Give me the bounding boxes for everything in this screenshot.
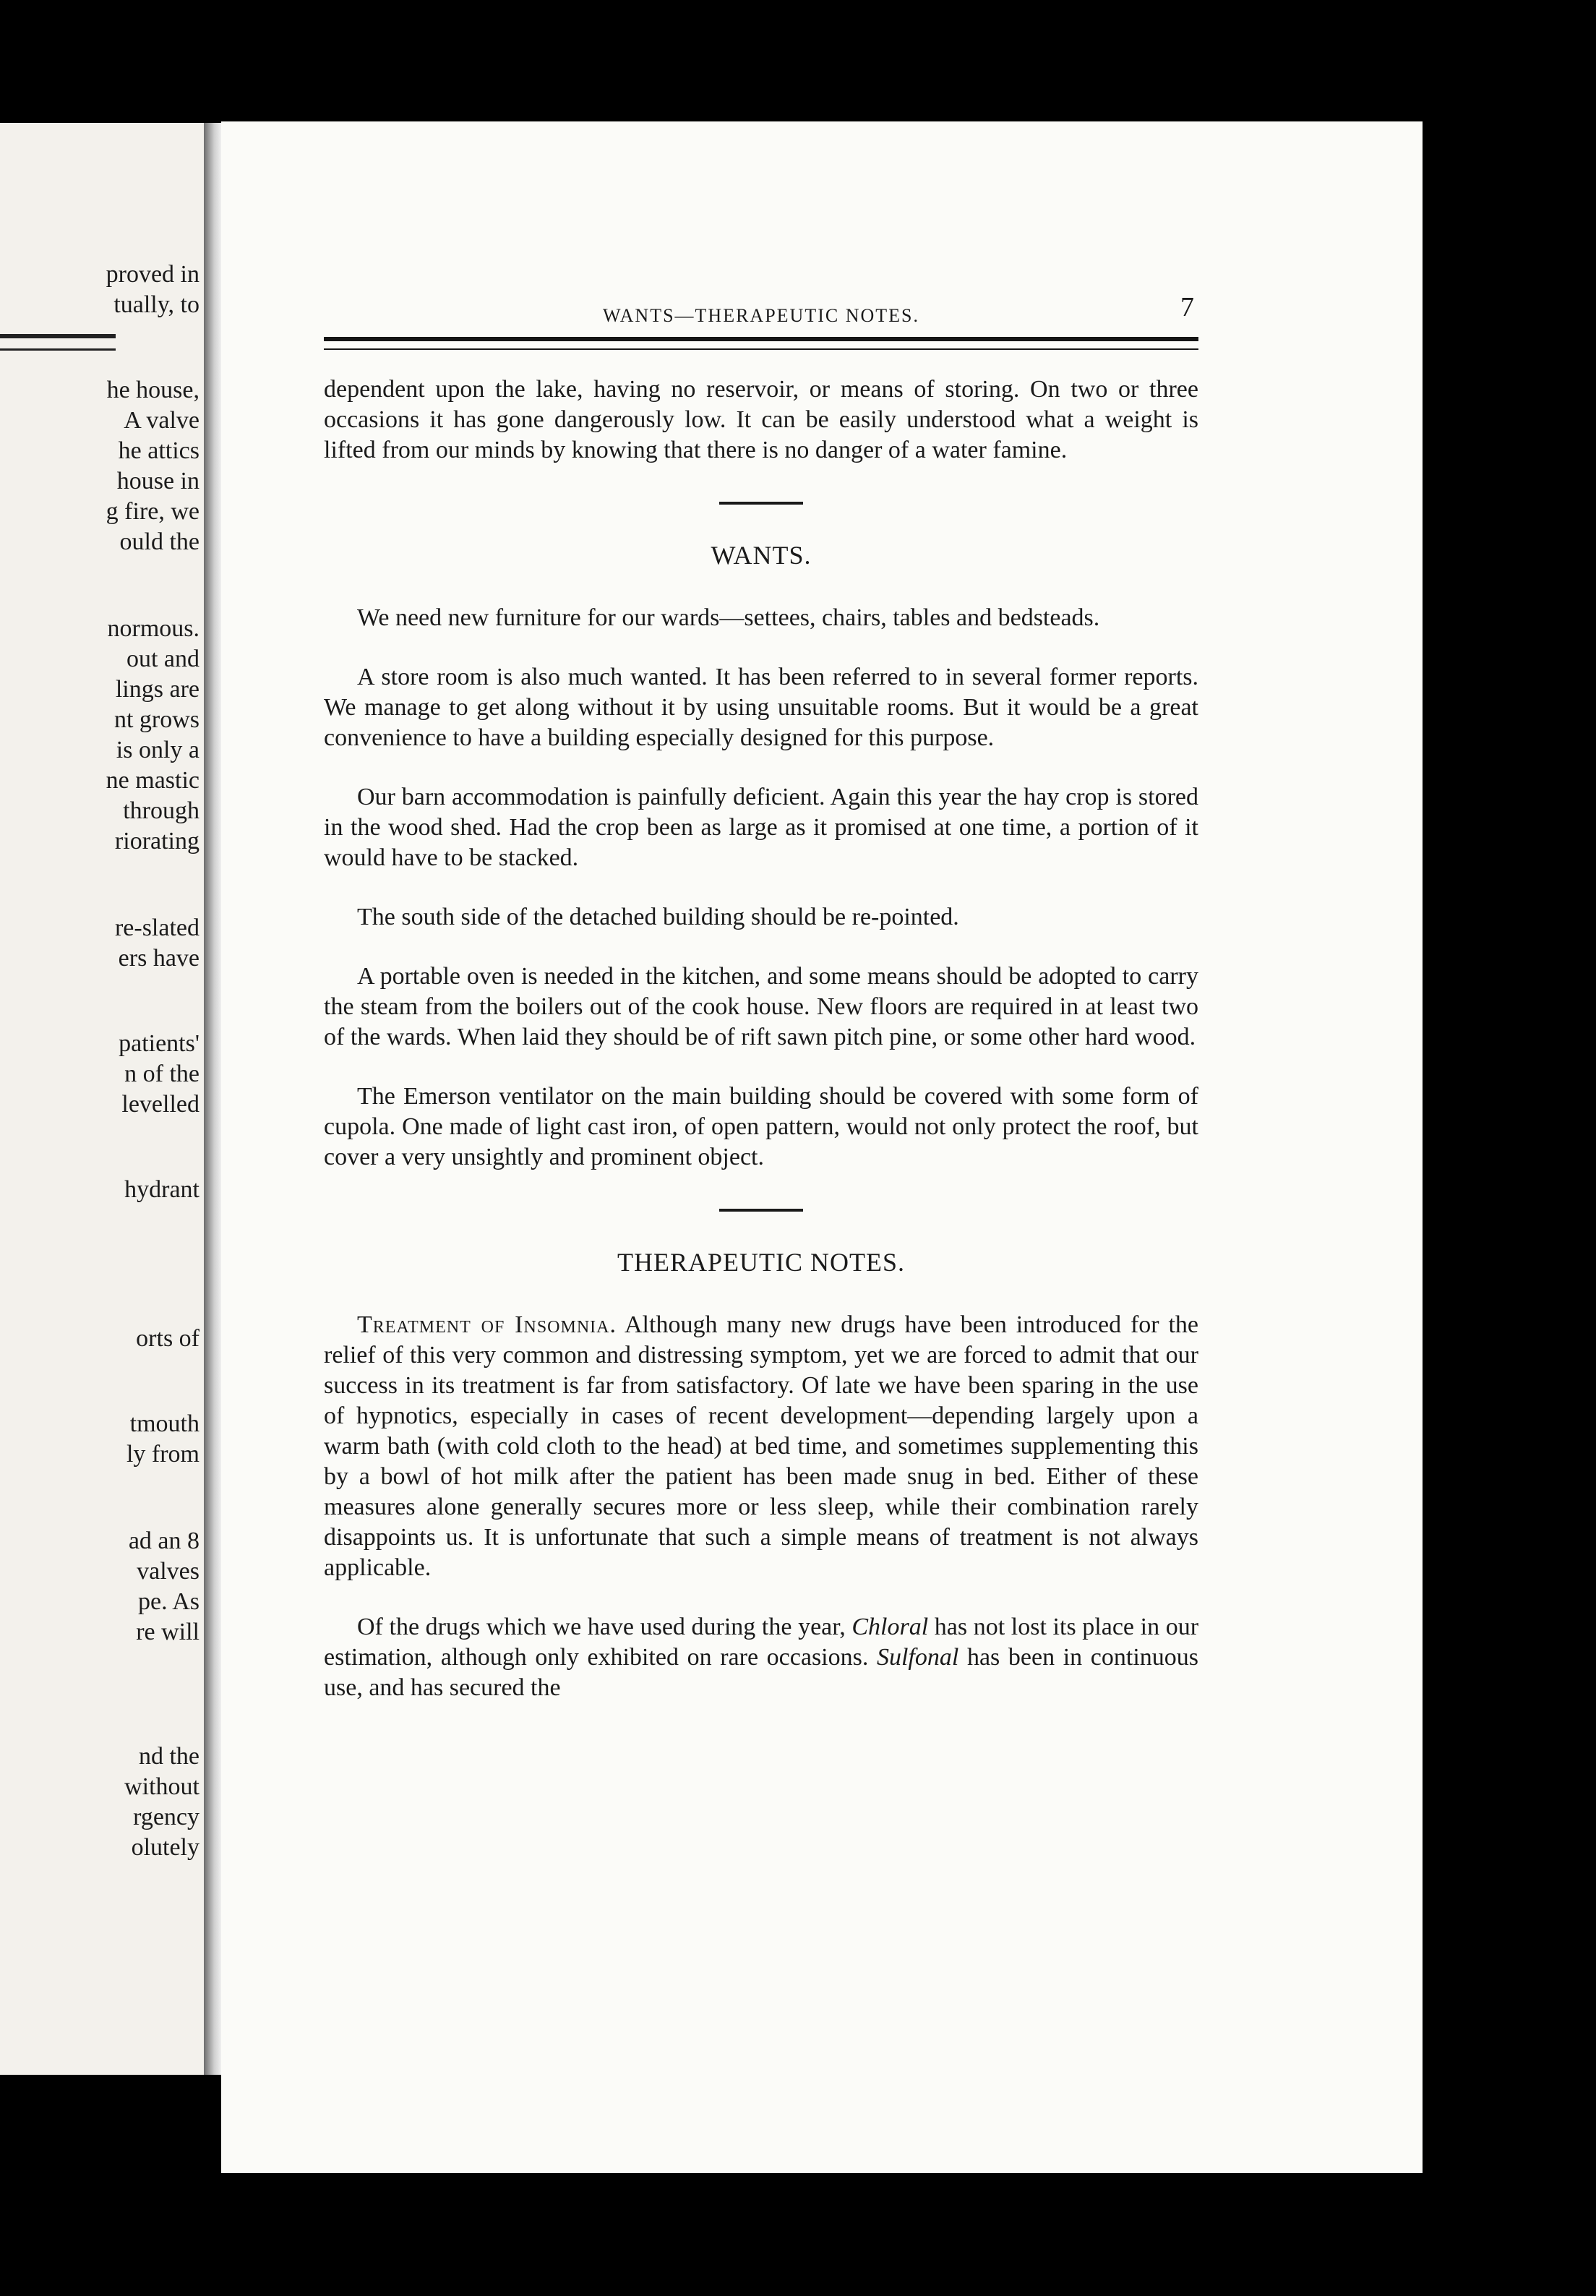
intro-paragraph: dependent upon the lake, having no reservoir, or means of storing. On two or three occasions it has gone dangerously low. It can be easily understood what a weight is lifted from our minds by knowing that there is no danger of a water famine.	[324, 376, 1198, 463]
facing-page-line: nt grows	[113, 706, 200, 733]
wants-paragraph-6: The Emerson ventilator on the main building should be covered with some form of cupola. One made of light cast iron, of open pattern, would not only protect the roof, but cover a very unsightly and prominent object.	[324, 1083, 1198, 1170]
facing-page-line: house in	[116, 468, 200, 494]
running-title: WANTS—THERAPEUTIC NOTES.	[603, 305, 919, 326]
facing-page-line: g fire, we	[106, 498, 200, 525]
facing-page-line: orts of	[136, 1325, 200, 1352]
insomnia-paragraph	[324, 1310, 1198, 1583]
wants-heading: WANTS.	[711, 541, 812, 570]
facing-page-line: n of the	[124, 1061, 200, 1087]
facing-page-line: ould the	[119, 528, 200, 555]
drugs-text-2: has not lost its place in our estimation, although only exhibited on rare occasions.	[324, 1614, 1199, 1671]
facing-page-line: riorating	[114, 828, 200, 854]
facing-page-line: proved in	[106, 261, 200, 288]
therapeutic-heading: THERAPEUTIC NOTES.	[617, 1248, 905, 1277]
facing-page-line: is only a	[116, 737, 200, 763]
drugs-paragraph	[324, 1612, 1198, 1703]
facing-page-line: re will	[136, 1619, 200, 1645]
section-divider	[719, 502, 803, 505]
wants-paragraph-4: The south side of the detached building should be re-pointed.	[357, 904, 959, 930]
facing-page-line: levelled	[121, 1091, 200, 1118]
facing-page-line: through	[123, 797, 200, 824]
facing-page	[0, 123, 204, 2075]
facing-page-line: normous.	[107, 615, 200, 642]
facing-page-line: hydrant	[124, 1176, 200, 1203]
facing-page-line: rgency	[133, 1804, 200, 1830]
drug-chloral: Chloral	[851, 1614, 929, 1640]
page-number: 7	[1180, 292, 1194, 322]
facing-page-line: ne mastic	[106, 767, 200, 794]
facing-page-line: he attics	[118, 437, 200, 464]
facing-page-line: out and	[126, 646, 200, 672]
wants-paragraph-3: Our barn accommodation is painfully deficient. Again this year the hay crop is stored in the wood shed. Had the crop been as large as it promised at one time, a portion of it would have to be stacked.	[324, 784, 1198, 871]
header-rule	[324, 337, 1198, 350]
facing-page-line: pe. As	[138, 1588, 200, 1615]
facing-page-line: olutely	[131, 1834, 200, 1861]
wants-paragraph-1: We need new furniture for our wards—settees, chairs, tables and bedsteads.	[357, 604, 1100, 631]
facing-page-line: re-slated	[114, 914, 200, 941]
facing-page-line: ly from	[126, 1441, 200, 1468]
facing-page-line: patients'	[119, 1030, 200, 1057]
facing-page-line: A valve	[124, 407, 200, 434]
facing-page-line: tmouth	[129, 1410, 200, 1437]
facing-page-line: lings are	[115, 676, 200, 703]
facing-page-line: ad an 8	[128, 1528, 200, 1554]
insomnia-text: Although many new drugs have been introduced for the relief of this very common and distressing symptom, yet we are forced to admit that our success in its treatment is far from satisfactory. Of late we have been sparing in the use of hypnotics, especially in cases of recent development—depending largely upon a warm bath (with cold cloth to the head) at bed time, and sometimes supplementing this by a bowl of hot milk after the patient has been made snug in bed. Either of these measures alone generally secures more or less sleep, while their combination rarely disappoints us. It is unfortunate that such a simple means of treatment is not always applicable.	[324, 1311, 1199, 1581]
insomnia-lead: Treatment of Insomnia.	[357, 1311, 617, 1338]
facing-page-line: nd the	[138, 1743, 200, 1770]
facing-page-line: he house,	[106, 377, 200, 403]
facing-page-line: ers have	[118, 945, 200, 972]
facing-page-line: tually, to	[113, 291, 200, 318]
book-gutter	[204, 123, 221, 2075]
section-divider	[719, 1209, 803, 1212]
running-head	[324, 292, 1198, 328]
facing-page-rule	[0, 334, 116, 351]
document-page	[221, 121, 1423, 2173]
drugs-text-3: has been in continuous use, and has secured the	[324, 1644, 1198, 1701]
body-text	[324, 374, 1198, 1732]
drugs-text-1: Of the drugs which we have used during the year,	[357, 1614, 846, 1640]
wants-paragraph-5: A portable oven is needed in the kitchen, and some means should be adopted to carry the steam from the boilers out of the cook house. New floors are required in at least two of the wards. When laid they should be of rift sawn pitch pine, or some other hard wood.	[324, 963, 1198, 1050]
facing-page-line: without	[124, 1773, 200, 1800]
drug-sulfonal: Sulfonal	[876, 1644, 959, 1671]
wants-paragraph-2: A store room is also much wanted. It has been referred to in several former reports. We manage to get along without it by using unsuitable rooms. But it would be a great convenience to have a building especially designed for this purpose.	[324, 664, 1198, 751]
facing-page-line: valves	[137, 1558, 200, 1585]
